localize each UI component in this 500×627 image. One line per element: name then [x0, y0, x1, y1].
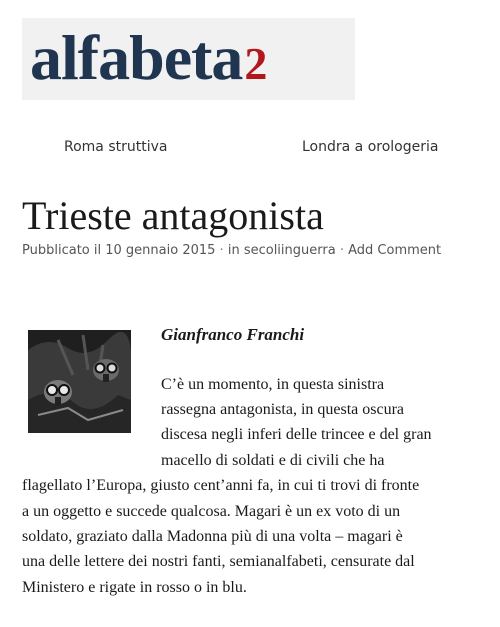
- category-link[interactable]: secoliinguerra: [243, 243, 336, 258]
- body-line: una delle lettere dei nostri fanti, semianalfabeti, censurate dal: [22, 553, 415, 570]
- category-prefix: in: [227, 243, 240, 258]
- body-line: soldato, graziato dalla Madonna più di una volta – magari è: [22, 528, 403, 545]
- previous-post-link[interactable]: Roma struttiva: [64, 139, 168, 155]
- logo-wordmark: [30, 22, 267, 96]
- body-line: rassegna antagonista, in questa oscura: [161, 401, 405, 418]
- site-logo[interactable]: [22, 18, 355, 100]
- logo-number: 2: [244, 38, 267, 89]
- post-date[interactable]: 10 gennaio 2015: [105, 243, 216, 258]
- body-line: a un oggetto e succede qualcosa. Magari è un ex voto di un: [22, 503, 401, 520]
- post-author: Gianfranco Franchi: [161, 325, 305, 344]
- body-line: Ministero e rigate in rosso o in blu.: [22, 579, 247, 596]
- meta-separator: ·: [219, 243, 224, 258]
- gas-mask-soldiers-image: [28, 330, 131, 433]
- meta-separator: ·: [339, 243, 344, 258]
- logo-text: alfabeta: [30, 22, 243, 93]
- published-label: Pubblicato il: [22, 243, 102, 258]
- body-line: discesa negli inferi delle trincee e del gran: [161, 426, 432, 443]
- post-title: Trieste antagonista: [22, 193, 324, 238]
- post-meta: [22, 243, 441, 258]
- next-post-link[interactable]: Londra a orologeria: [302, 139, 439, 155]
- body-line: macello di soldati e di civili che ha: [161, 452, 385, 469]
- body-line: C’è un momento, in questa sinistra: [161, 376, 385, 393]
- thumbnail-illustration: [28, 330, 131, 433]
- add-comment-link[interactable]: Add Comment: [348, 243, 442, 258]
- body-line: flagellato l’Europa, giusto cent’anni fa, in cui ti trovi di fronte: [22, 477, 420, 494]
